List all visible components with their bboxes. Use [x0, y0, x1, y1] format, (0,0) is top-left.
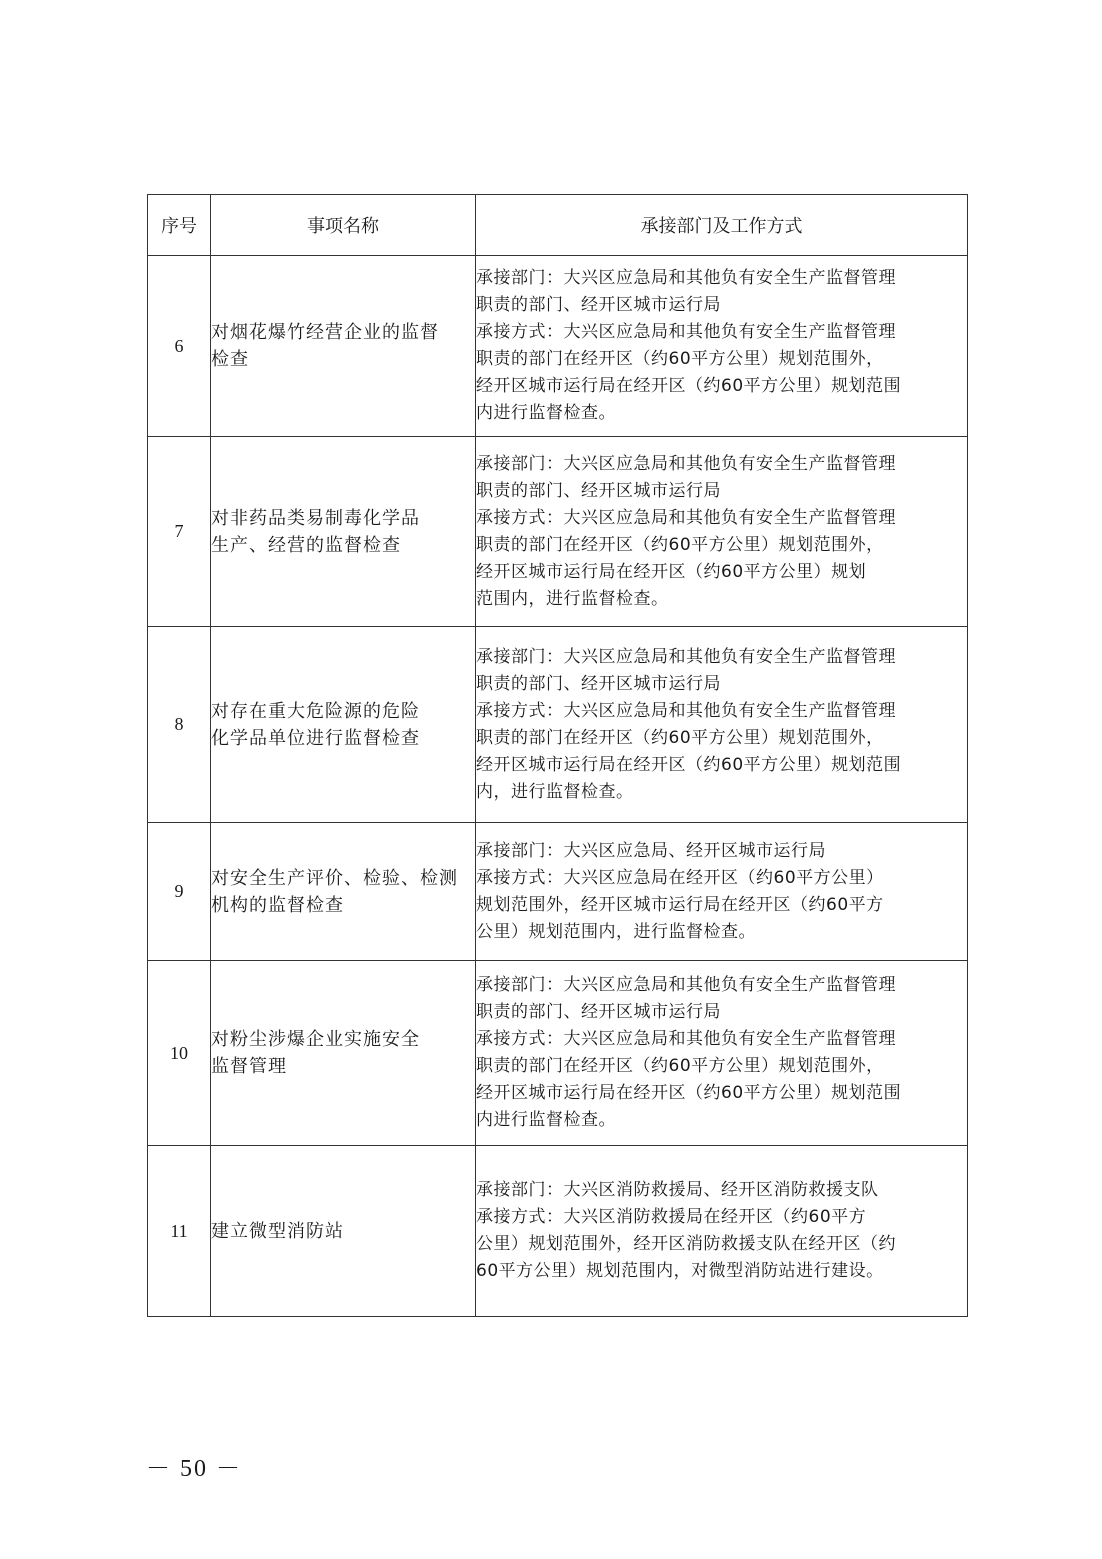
row-seq: 6: [148, 256, 211, 437]
row-dept-method: [476, 961, 968, 1146]
dept-method-line: 内进行监督检查。: [476, 403, 616, 423]
item-name-line: 化学品单位进行监督检查: [211, 727, 420, 749]
matters-table: [147, 194, 968, 1317]
table-row: [148, 961, 968, 1146]
dept-method-line: 职责的部门、经开区城市运行局: [476, 673, 721, 694]
dept-method-line: 职责的部门在经开区（约60平方公里）规划范围外，: [476, 1056, 884, 1076]
item-name-line: 监督管理: [211, 1056, 287, 1077]
row-seq: 11: [148, 1146, 211, 1317]
row-item-name: [211, 823, 476, 961]
row-dept-method: [476, 627, 968, 823]
row-item-name: [211, 961, 476, 1146]
dept-method-line: 公里）规划范围外，经开区消防救援支队在经开区（约: [476, 1234, 896, 1254]
dept-method-line: 规划范围外，经开区城市运行局在经开区（约60平方: [476, 894, 884, 915]
dept-method-line: 承接部门：大兴区应急局和其他负有安全生产监督管理: [476, 453, 896, 474]
row-dept-method: [476, 256, 968, 437]
row-dept-method: [476, 437, 968, 627]
table-row: [148, 1146, 968, 1317]
header-dept-method: 承接部门及工作方式: [476, 195, 968, 256]
row-seq: 10: [148, 961, 211, 1146]
row-item-name: [211, 437, 476, 627]
table-row: [148, 256, 968, 437]
header-item-name: 事项名称: [211, 195, 476, 256]
dept-method-line: 职责的部门在经开区（约60平方公里）规划范围外，: [476, 349, 884, 369]
dept-method-line: 经开区城市运行局在经开区（约60平方公里）规划: [476, 561, 867, 582]
page-number: － 50 －: [146, 1456, 242, 1482]
item-name-line: 对烟花爆竹经营企业的监督: [211, 322, 439, 343]
dept-method-line: 承接部门：大兴区消防救援局、经开区消防救援支队: [476, 1180, 879, 1200]
table-row: [148, 437, 968, 627]
dept-method-line: 经开区城市运行局在经开区（约60平方公里）规划范围: [476, 754, 902, 775]
dept-method-line: 职责的部门在经开区（约60平方公里）规划范围外，: [476, 727, 884, 748]
table-row: [148, 823, 968, 961]
row-item-name: [211, 256, 476, 437]
item-name-line: 对粉尘涉爆企业实施安全: [211, 1029, 420, 1050]
dept-method-line: 公里）规划范围内，进行监督检查。: [476, 921, 756, 942]
dept-method-line: 承接方式：大兴区应急局在经开区（约60平方公里）: [476, 867, 884, 888]
dept-method-line: 职责的部门、经开区城市运行局: [476, 295, 721, 315]
item-name-line: 检查: [211, 349, 249, 370]
item-name-line: 对安全生产评价、检验、检测: [211, 867, 458, 889]
dept-method-line: 60平方公里）规划范围内，对微型消防站进行建设。: [476, 1261, 884, 1281]
dept-method-line: 承接部门：大兴区应急局、经开区城市运行局: [476, 840, 826, 861]
row-seq: 7: [148, 437, 211, 627]
row-seq: 9: [148, 823, 211, 961]
item-name-line: 机构的监督检查: [211, 894, 344, 916]
table-header-row: [148, 195, 968, 256]
dept-method-line: 承接方式：大兴区应急局和其他负有安全生产监督管理: [476, 322, 896, 342]
dept-method-line: 承接部门：大兴区应急局和其他负有安全生产监督管理: [476, 646, 896, 667]
dept-method-line: 承接方式：大兴区应急局和其他负有安全生产监督管理: [476, 507, 896, 528]
dept-method-line: 经开区城市运行局在经开区（约60平方公里）规划范围: [476, 1083, 902, 1103]
dept-method-line: 承接方式：大兴区消防救援局在经开区（约60平方: [476, 1207, 867, 1227]
dept-method-line: 内，进行监督检查。: [476, 781, 634, 802]
row-seq: 8: [148, 627, 211, 823]
row-item-name: [211, 627, 476, 823]
dept-method-line: 承接部门：大兴区应急局和其他负有安全生产监督管理: [476, 268, 896, 288]
row-item-name: [211, 1146, 476, 1317]
table-row: [148, 627, 968, 823]
dept-method-line: 职责的部门在经开区（约60平方公里）规划范围外，: [476, 534, 884, 555]
item-name-line: 建立微型消防站: [211, 1220, 344, 1242]
dept-method-line: 职责的部门、经开区城市运行局: [476, 1002, 721, 1022]
dept-method-line: 内进行监督检查。: [476, 1110, 616, 1130]
header-seq: 序号: [148, 195, 211, 256]
dept-method-line: 范围内，进行监督检查。: [476, 588, 669, 609]
dept-method-line: 承接方式：大兴区应急局和其他负有安全生产监督管理: [476, 700, 896, 721]
item-name-line: 生产、经营的监督检查: [211, 534, 401, 556]
dept-method-line: 经开区城市运行局在经开区（约60平方公里）规划范围: [476, 376, 902, 396]
item-name-line: 对非药品类易制毒化学品: [211, 507, 420, 529]
dept-method-line: 职责的部门、经开区城市运行局: [476, 480, 721, 501]
dept-method-line: 承接部门：大兴区应急局和其他负有安全生产监督管理: [476, 975, 896, 995]
dept-method-line: 承接方式：大兴区应急局和其他负有安全生产监督管理: [476, 1029, 896, 1049]
row-dept-method: [476, 823, 968, 961]
item-name-line: 对存在重大危险源的危险: [211, 700, 420, 722]
row-dept-method: [476, 1146, 968, 1317]
